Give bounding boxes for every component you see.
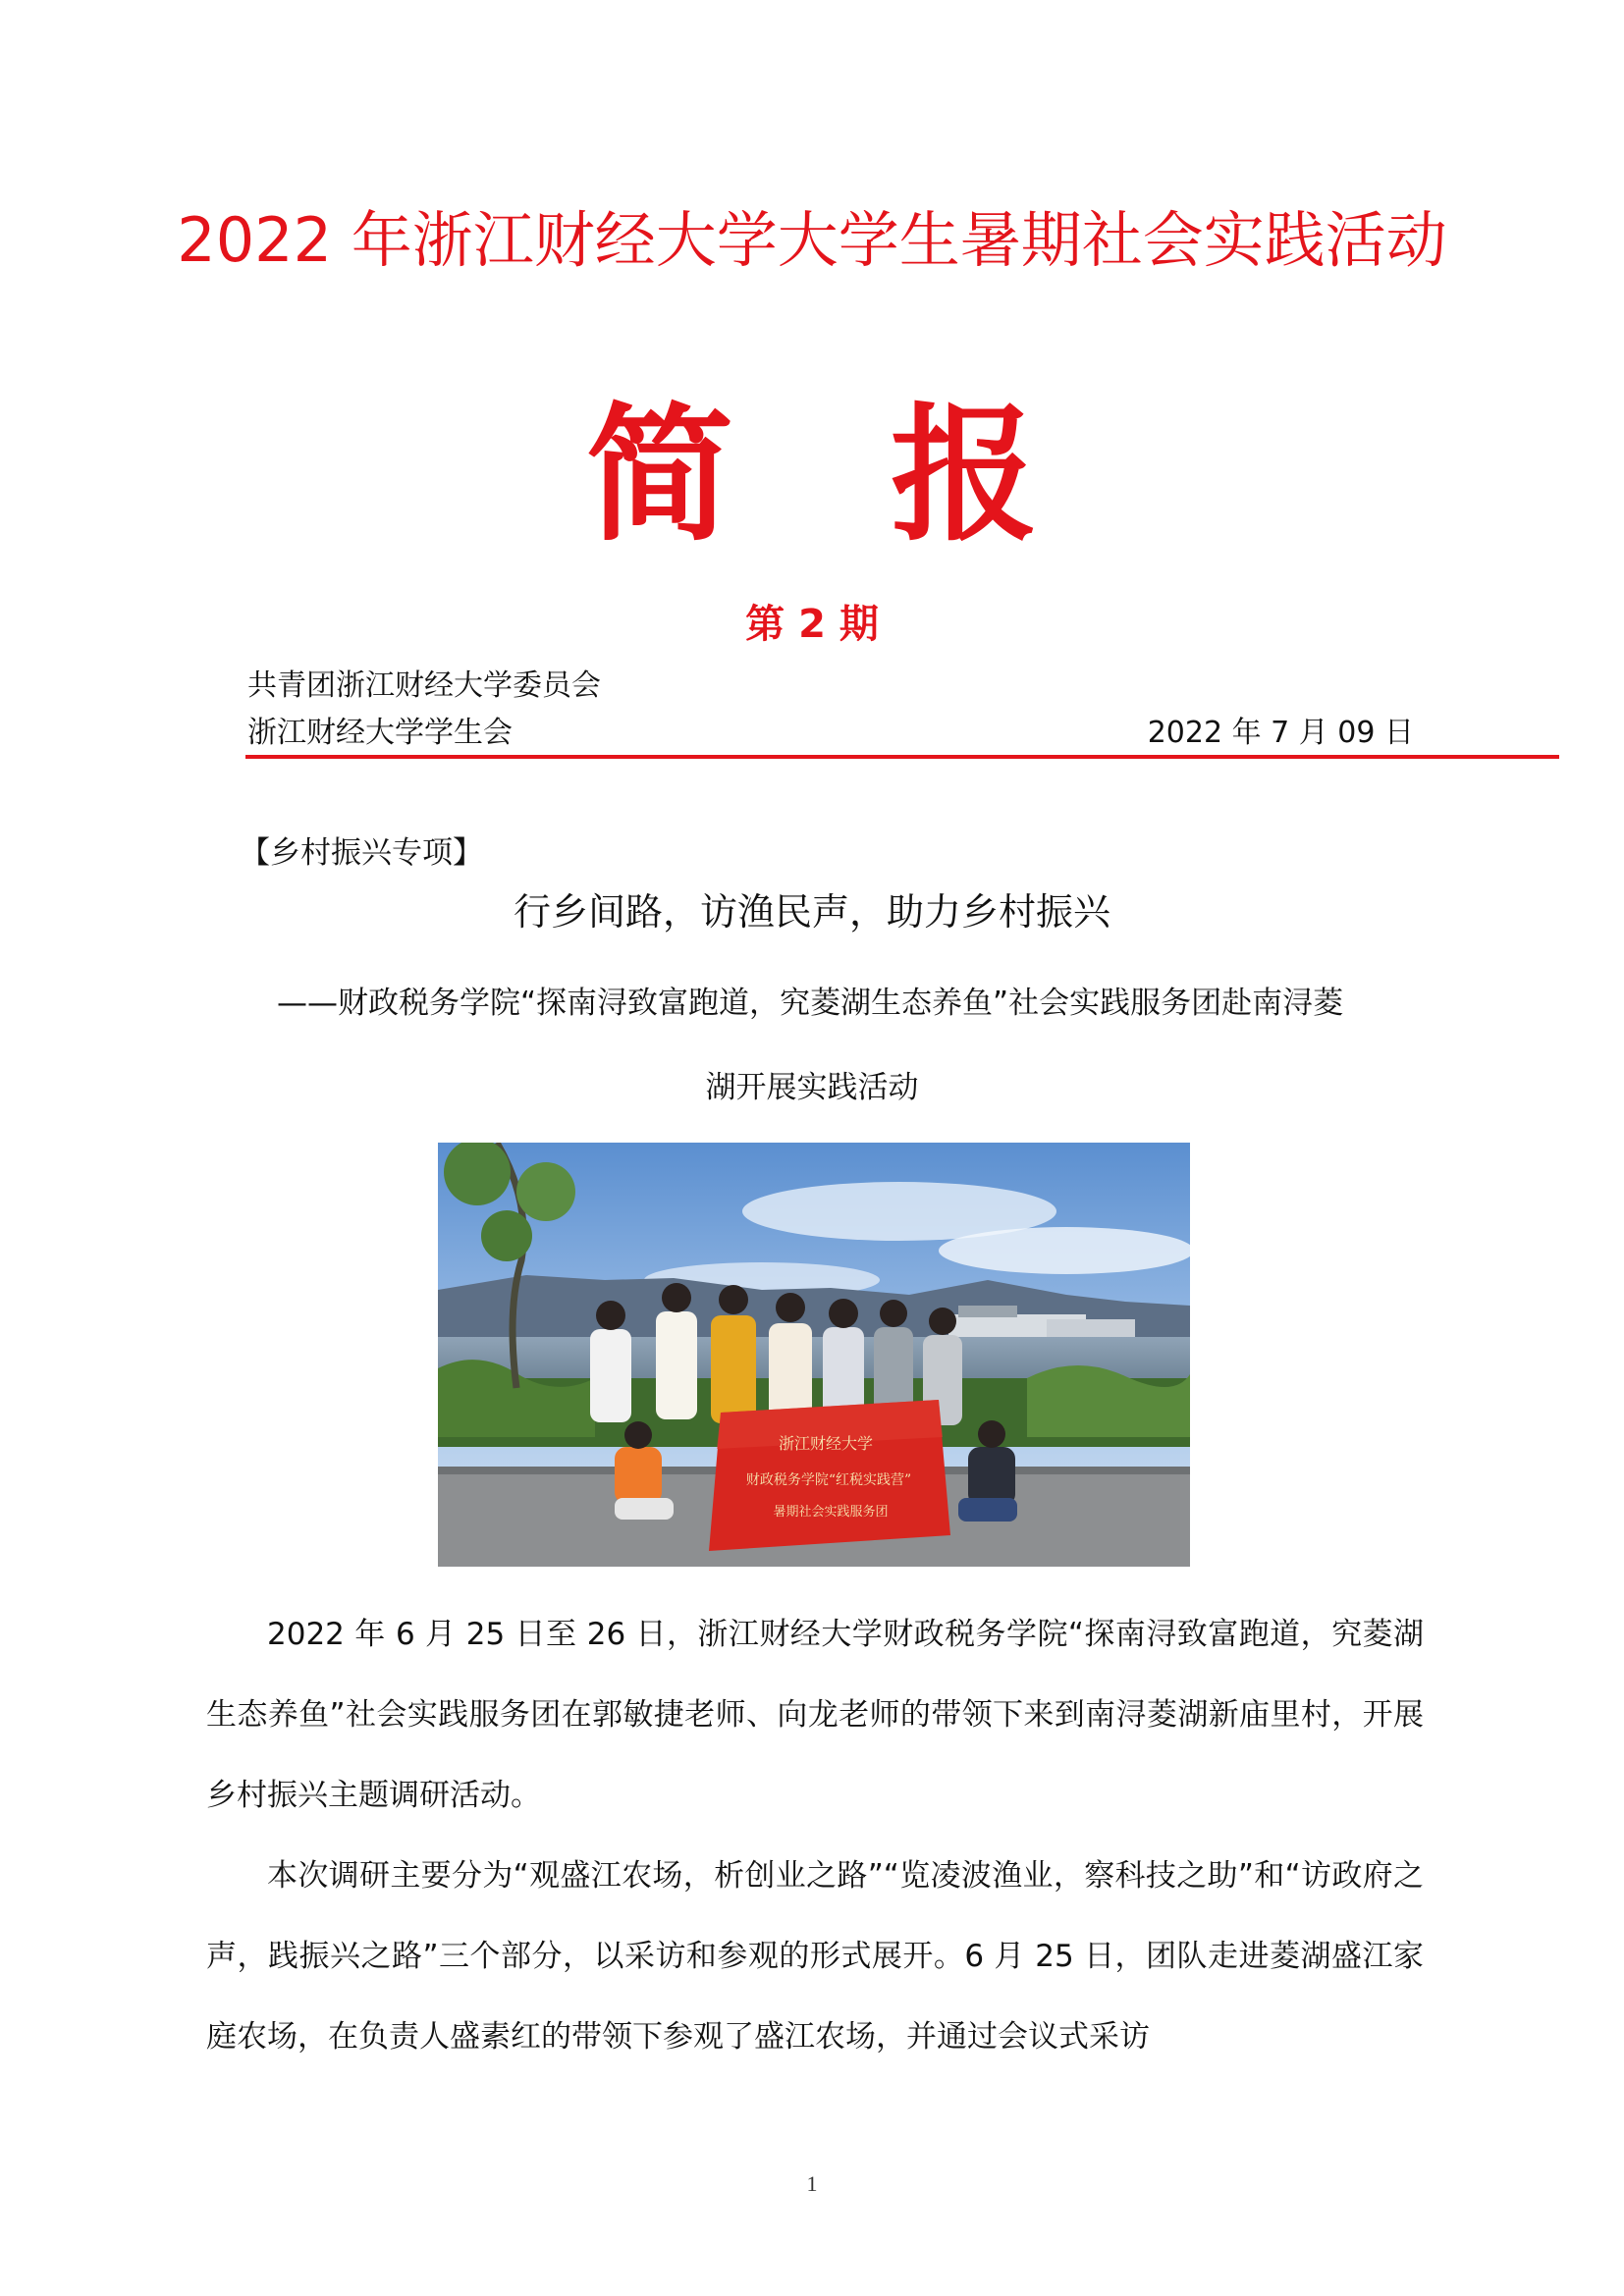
group-photo: [438, 1143, 1190, 1567]
issue-date: 2022 年 7 月 09 日: [1147, 716, 1414, 750]
article-paragraph-1: [206, 1594, 1424, 1836]
banner-text-1: 浙江财经大学: [778, 1434, 874, 1453]
page-number: 1: [806, 2171, 818, 2196]
bulletin-heading: [0, 391, 1624, 561]
issuer-line-2: 浙江财经大学学生会: [247, 716, 513, 750]
section-tag: 【乡村振兴专项】: [240, 835, 483, 871]
article-headline: 行乡间路，访渔民声，助力乡村振兴: [513, 890, 1110, 934]
banner-text-3: 暑期社会实践服务团: [773, 1505, 889, 1520]
header-divider: [245, 755, 1559, 759]
bulletin-char-jian: 简: [585, 391, 733, 561]
document-title: 2022 年浙江财经大学大学生暑期社会实践活动: [177, 204, 1447, 276]
article-subtitle-line-2: 湖开展实践活动: [705, 1070, 919, 1105]
article-paragraph-2: [206, 1836, 1424, 2077]
article-subtitle-line-1: ——财政税务学院“探南浔致富跑道，究菱湖生态养鱼”社会实践服务团赴南浔菱: [277, 986, 1344, 1021]
bulletin-char-bao: 报: [891, 391, 1039, 561]
issue-number: 第 2 期: [745, 602, 879, 647]
banner-text-2: 财政税务学院“红税实践营”: [745, 1472, 912, 1488]
paragraph-text-1: 2022 年 6 月 25 日至 26 日，浙江财经大学财政税务学院“探南浔致富跑道，究菱湖生态养鱼”社会实践服务团在郭敏捷老师、向龙老师的带领下来到南浔菱湖新庙里村，开展乡村振兴主题调研活动。: [206, 1617, 1424, 1813]
issuer-line-1: 共青团浙江财经大学委员会: [247, 668, 601, 703]
paragraph-text-2: 本次调研主要分为“观盛江农场，析创业之路”“览凌波渔业，察科技之助”和“访政府之声，践振兴之路”三个部分，以采访和参观的形式展开。6 月 25 日，团队走进菱湖盛江家庭农场，在负责人盛素红的带领下参观了盛江农场，并通过会议式采访: [206, 1858, 1424, 2055]
